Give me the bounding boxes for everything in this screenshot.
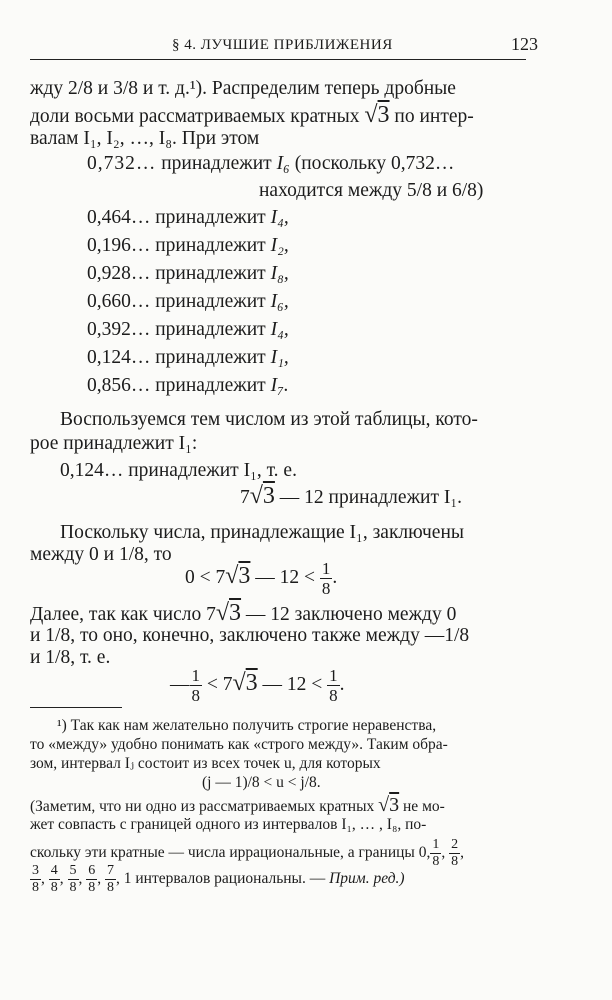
header-rule	[30, 59, 526, 60]
table-row: 0,196… принадлежит I₂,	[87, 235, 289, 256]
fraction: $\frac{4}{8}$	[50, 863, 58, 895]
fraction: $\frac{6}{8}$	[88, 863, 96, 895]
page-number: 123	[511, 34, 538, 54]
fraction: $\frac{5}{8}$	[69, 863, 77, 895]
footnote-line-2: то «между» удобно понимать как «строго между». Таким обра-	[30, 736, 448, 753]
fraction: $\frac{7}{8}$	[107, 863, 114, 895]
table-row: 0,464… принадлежит I₄,	[87, 207, 289, 228]
para3-line-1: Поскольку числа, принадлежащие I₁, заключены	[60, 522, 464, 543]
table-row: 0,928… принадлежит I₈,	[87, 263, 289, 284]
table-row: 0,732… принадлежит I₆ (поскольку 0,732…	[87, 153, 455, 174]
footnote-line-7: скольку эти кратные — числа иррациональные, а границы 0, $\frac{1}{8}$ , $\frac{2}{8}$ ,	[30, 837, 464, 869]
footnote-line-1: ¹) Так как нам желательно получить строгие неравенства,	[57, 717, 437, 734]
fraction: $\frac{1}{8}$	[432, 837, 440, 869]
intro-line-3: валам I₁, I₂, …, I₈. При этом	[30, 128, 260, 149]
footnote-line-3: зом, интервал Iⱼ состоит из всех точек u, для которых	[30, 755, 381, 772]
para2-line-1: Воспользуемся тем числом из этой таблицы, кото-	[60, 409, 478, 430]
footnote-line-5: (Заметим, что ни одно из рассматриваемых кратных √3 не мо-	[30, 794, 445, 816]
inequality-2: — $\frac{1}{8}$ < 7√3 — 12 < $\frac{1}{8}$ .	[170, 666, 345, 705]
running-header: § 4. ЛУЧШИЕ ПРИБЛИЖЕНИЯ	[172, 37, 393, 53]
table-row: 0,392… принадлежит I₄,	[87, 319, 289, 340]
inequality-1: 0 < 7√3 — 12 < $\frac{1}{8}$ .	[185, 559, 338, 598]
footnote-line-6: жет совпасть с границей одного из интервалов I₁, … , I₈, по-	[30, 816, 427, 833]
footnote-rule	[30, 707, 122, 708]
para3-line-2: между 0 и 1/8, то	[30, 544, 172, 565]
fraction: $\frac{1}{8}$	[321, 559, 331, 598]
table-row: 0,660… принадлежит I₆,	[87, 291, 289, 312]
intro-line-2: доли восьми рассматриваемых кратных √3 по интер-	[30, 102, 474, 128]
sqrt-symbol: √3	[364, 102, 390, 128]
table-row: 0,856… принадлежит I₇.	[87, 375, 289, 396]
table-row-note: находится между 5/8 и 6/8)	[259, 180, 484, 201]
fraction: $\frac{1}{8}$	[329, 666, 338, 705]
para2-line-2: рое принадлежит I₁:	[30, 433, 198, 454]
footnote-line-8: $\frac{3}{8}$ , $\frac{4}{8}$ , $\frac{5}{8}$ , $\frac{6}{8}$ , $\frac{7}{8}$ , 1 интервалов рациональны. — Прим. ред.)	[32, 863, 405, 895]
table-row: 0,124… принадлежит I₁,	[87, 347, 289, 368]
intro-line-1: жду 2/8 и 3/8 и т. д.¹). Распределим теперь дробные	[30, 78, 456, 99]
para2-statement-1: 0,124… принадлежит I₁, т. е.	[60, 460, 297, 481]
fraction: $\frac{1}{8}$	[191, 666, 200, 705]
para4-line-2: и 1/8, то оно, конечно, заключено также между —1/8	[30, 625, 470, 646]
para4-line-3: и 1/8, т. е.	[30, 647, 111, 668]
fraction: $\frac{3}{8}$	[32, 863, 39, 895]
para4-line-1: Далее, так как число 7√3 — 12 заключено между 0	[30, 600, 457, 626]
fraction: $\frac{2}{8}$	[451, 837, 459, 869]
footnote-line-4: (j — 1)/8 < u < j/8.	[202, 774, 321, 791]
para2-statement-2: 7√3 — 12 принадлежит I₁.	[240, 483, 463, 509]
